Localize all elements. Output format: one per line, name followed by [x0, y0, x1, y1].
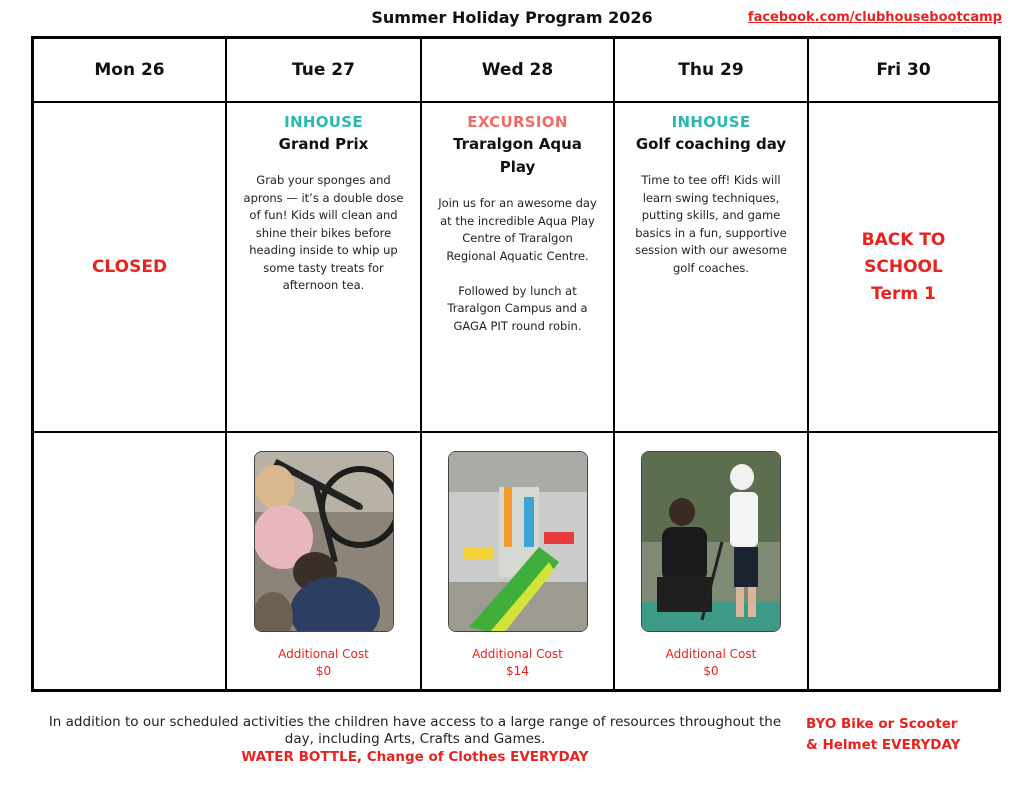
- day-header-fri: Fri 30: [809, 39, 998, 103]
- golf-coaching-photo: [641, 451, 781, 632]
- day-header-thu: Thu 29: [615, 39, 809, 103]
- cost-value: $0: [315, 664, 332, 678]
- activity-type: EXCURSION: [467, 113, 568, 131]
- photo-cell-wed: [422, 433, 615, 689]
- back-to-school-notice: BACK TO SCHOOL Term 1: [809, 103, 998, 433]
- activity-title: Golf coaching day: [635, 135, 787, 153]
- activity-thu: [615, 103, 809, 433]
- day-header-mon: Mon 26: [34, 39, 227, 103]
- activity-wed: [422, 103, 615, 433]
- cost-label: Additional Cost: [472, 647, 563, 661]
- activity-description: Time to tee off! Kids will learn swing techniques, putting skills, and game basics in a fun, supportive session with our awesome golf coaches.: [635, 173, 787, 275]
- photo-cell-tue: [227, 433, 422, 689]
- cost-label: Additional Cost: [665, 647, 757, 661]
- cost-label: Additional Cost: [278, 647, 369, 661]
- activity-type: INHOUSE: [284, 113, 363, 131]
- activity-title: Grand Prix: [278, 135, 369, 153]
- empty-photo-cell-mon: [34, 433, 227, 689]
- closed-notice: CLOSED: [34, 103, 227, 433]
- activity-tue: [227, 103, 422, 433]
- program-calendar: [31, 36, 1001, 692]
- cost-value: $0: [703, 664, 719, 678]
- activity-description: Grab your sponges and aprons — it’s a double dose of fun! Kids will clean and shine their bikes before heading inside to whip up some tasty treats for afternoon tea.: [243, 173, 404, 292]
- water-slide-photo: [448, 451, 588, 632]
- photo-cell-thu: [615, 433, 809, 689]
- byo-reminder: BYO Bike or Scooter & Helmet EVERYDAY: [806, 716, 961, 753]
- resources-note: In addition to our scheduled activities the children have access to a large range of resources throughout the day, including Arts, Crafts and Games.: [48, 714, 782, 747]
- activity-description: Join us for an awesome day at the incredible Aqua Play Centre of Traralgon Regional Aquatic Centre. Followed by lunch at Traralgon Campus and a GAGA PIT round robin.: [438, 196, 597, 333]
- activity-type: INHOUSE: [671, 113, 751, 131]
- kids-bike-photo: [254, 451, 394, 632]
- cost-value: $14: [506, 664, 529, 678]
- day-header-wed: Wed 28: [422, 39, 615, 103]
- daily-reminder: WATER BOTTLE, Change of Clothes EVERYDAY: [241, 749, 589, 765]
- day-header-tue: Tue 27: [227, 39, 422, 103]
- empty-photo-cell-fri: [809, 433, 998, 689]
- program-title: Summer Holiday Program 2026: [371, 8, 653, 27]
- activity-title: Traralgon Aqua Play: [453, 135, 582, 176]
- facebook-link[interactable]: facebook.com/clubhousebootcamp: [747, 10, 1002, 25]
